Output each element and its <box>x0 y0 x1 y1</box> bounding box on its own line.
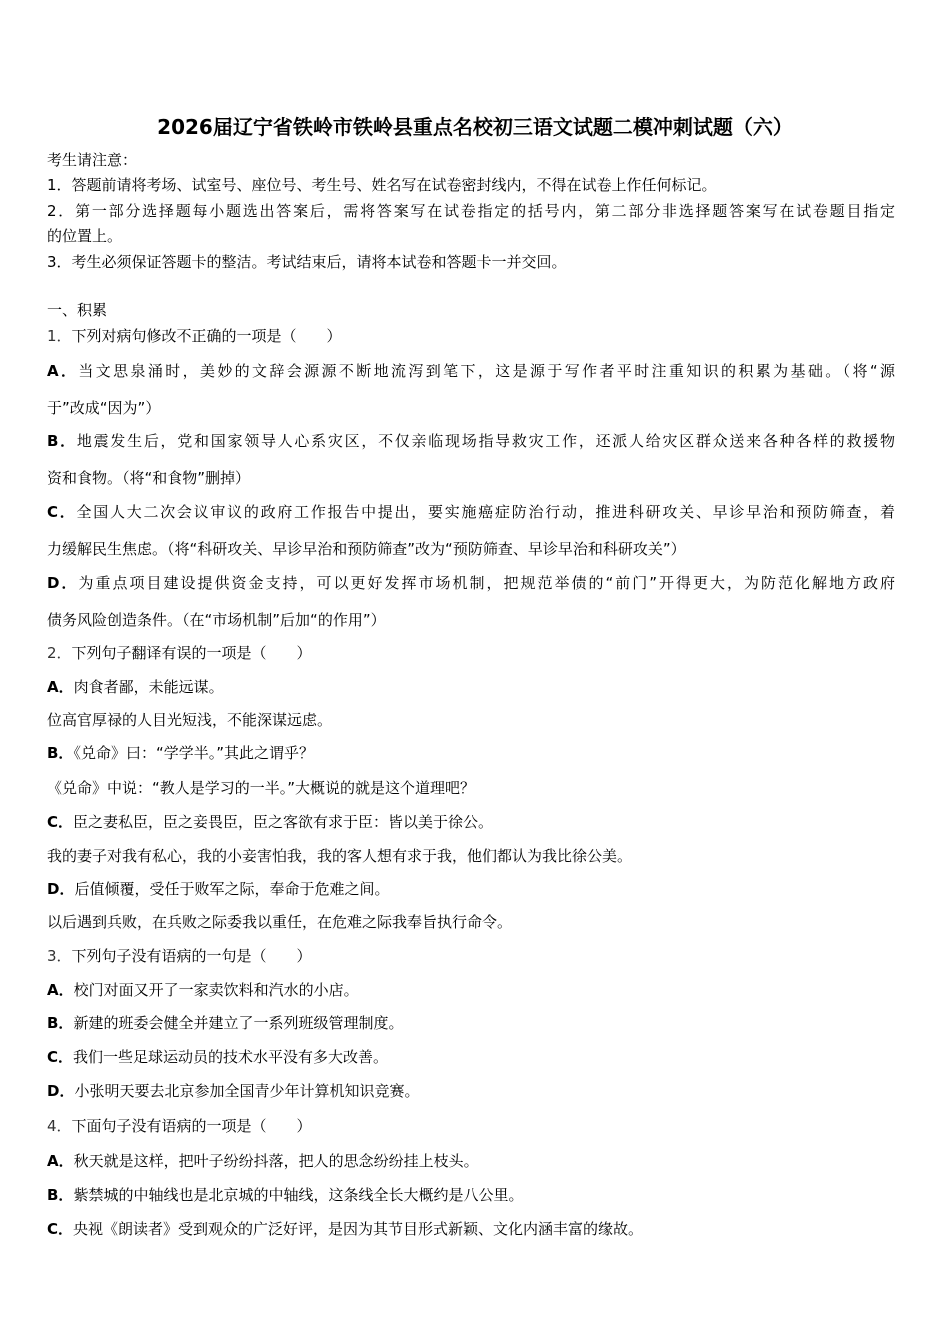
option-label: B． <box>47 744 74 762</box>
option-label: A． <box>47 981 74 999</box>
option-label: D． <box>47 880 75 898</box>
option-a <box>47 1151 479 1171</box>
option-a <box>47 980 359 1000</box>
option-text: 地震发生后，党和国家领导人心系灾区，不仅亲临现场指导救灾工作，还派人给灾区群众送来各种各样的救援物 <box>76 432 895 450</box>
option-label: C． <box>47 1048 74 1066</box>
option-text: 《兑命》曰：“学学半。”其此之谓乎？ <box>73 744 314 762</box>
option-label: B． <box>47 1186 74 1204</box>
question-number: 3． <box>47 947 72 965</box>
option-label: A． <box>47 678 74 696</box>
option-text: 秋天就是这样，把叶子纷纷抖落，把人的思念纷纷挂上枝头。 <box>73 1152 479 1170</box>
option-text: 小张明天要去北京参加全国青少年计算机知识竞赛。 <box>74 1082 420 1100</box>
option-text: 我们一些足球运动员的技术水平没有多大改善。 <box>73 1048 389 1066</box>
option-label: A． <box>47 362 79 380</box>
option-label: B． <box>47 1014 74 1032</box>
notice-item: 3．考生必须保证答题卡的整洁。考试结束后，请将本试卷和答题卡一并交回。 <box>47 253 567 271</box>
option-b <box>47 743 314 763</box>
option-c <box>47 812 493 832</box>
option-label: C． <box>47 503 77 521</box>
option-text: 校门对面又开了一家卖饮料和汽水的小店。 <box>73 981 359 999</box>
section-heading: 一、积累 <box>47 301 108 319</box>
option-b <box>47 1185 523 1205</box>
option-text: 为重点项目建设提供资金支持，可以更好发挥市场机制，把规范举债的“前门”开得更大，为防范化解地方政府 <box>78 574 895 592</box>
option-label: C． <box>47 813 74 831</box>
option-text: 后值倾覆，受任于败军之际，奉命于危难之间。 <box>74 880 390 898</box>
option-a-translation: 位高官厚禄的人目光短浅，不能深谋远虑。 <box>47 711 333 729</box>
option-label: A． <box>47 1152 74 1170</box>
question-number: 4． <box>47 1117 72 1135</box>
question-stem: 下列对病句修改不正确的一项是（ ） <box>71 327 342 345</box>
option-b-line1 <box>47 431 895 451</box>
option-text: 新建的班委会健全并建立了一系列班级管理制度。 <box>73 1014 404 1032</box>
option-label: D． <box>47 574 79 592</box>
option-label: D． <box>47 1082 75 1100</box>
option-label: C． <box>47 1220 74 1238</box>
question-1 <box>47 326 342 346</box>
option-c-line2: 力缓解民生焦虑。（将“科研攻关、早诊早治和预防筛查”改为“预防筛查、早诊早治和科研攻关”） <box>47 540 686 558</box>
option-text: 紫禁城的中轴线也是北京城的中轴线，这条线全长大概约是八公里。 <box>73 1186 524 1204</box>
option-a <box>47 677 224 697</box>
notice-heading: 考生请注意： <box>47 151 138 169</box>
question-stem: 下列句子没有语病的一句是（ ） <box>71 947 312 965</box>
option-d-line1 <box>47 573 895 593</box>
option-text: 全国人大二次会议审议的政府工作报告中提出，要实施癌症防治行动，推进科研攻关、早诊早治和预防筛查，着 <box>76 503 895 521</box>
option-text: 肉食者鄙，未能远谋。 <box>73 678 224 696</box>
option-b-translation: 《兑命》中说：“教人是学习的一半。”大概说的就是这个道理吧？ <box>47 779 476 797</box>
option-label: B． <box>47 432 77 450</box>
question-2 <box>47 643 312 663</box>
option-b-line2: 资和食物。（将“和食物”删掉） <box>47 469 251 487</box>
option-text: 当文思泉涌时，美妙的文辞会源源不断地流泻到笔下，这是源于写作者平时注重知识的积累为基础。（将“源 <box>78 362 896 380</box>
option-text: 央视《朗读者》受到观众的广泛好评，是因为其节目形式新颖、文化内涵丰富的缘故。 <box>73 1220 644 1238</box>
option-c <box>47 1047 388 1067</box>
option-a-line2: 于”改成“因为”） <box>47 399 161 417</box>
question-number: 1． <box>47 327 72 345</box>
option-text: 臣之妻私臣，臣之妾畏臣，臣之客欲有求于臣：皆以美于徐公。 <box>73 813 494 831</box>
option-c <box>47 1219 643 1239</box>
notice-item: 的位置上。 <box>47 227 123 245</box>
question-stem: 下列句子翻译有误的一项是（ ） <box>71 644 312 662</box>
notice-item: 1．答题前请将考场、试室号、座位号、考生号、姓名写在试卷密封线内，不得在试卷上作任何标记。 <box>47 176 717 194</box>
option-d <box>47 1081 419 1101</box>
option-d-line2: 债务风险创造条件。（在“市场机制”后加“的作用”） <box>47 611 386 629</box>
notice-item: 2．第一部分选择题每小题选出答案后，需将答案写在试卷指定的括号内，第二部分非选择题答案写在试卷题目指定 <box>47 202 895 220</box>
question-4 <box>47 1116 312 1136</box>
option-c-line1 <box>47 502 895 522</box>
question-stem: 下面句子没有语病的一项是（ ） <box>71 1117 312 1135</box>
document-title: 2026届辽宁省铁岭市铁岭县重点名校初三语文试题二模冲刺试题（六） <box>157 115 793 139</box>
option-d-translation: 以后遇到兵败，在兵败之际委我以重任，在危难之际我奉旨执行命令。 <box>47 913 513 931</box>
option-d <box>47 879 389 899</box>
option-a-line1 <box>47 361 895 381</box>
question-number: 2． <box>47 644 72 662</box>
option-c-translation: 我的妻子对我有私心，我的小妾害怕我，我的客人想有求于我，他们都认为我比徐公美。 <box>47 847 633 865</box>
option-b <box>47 1013 403 1033</box>
question-3 <box>47 946 312 966</box>
